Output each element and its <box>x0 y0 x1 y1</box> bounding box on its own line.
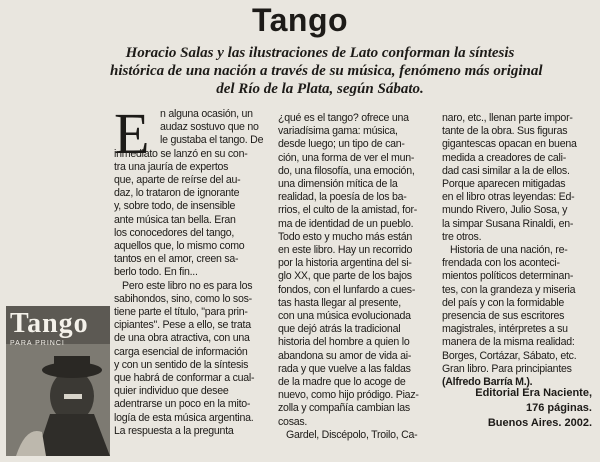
text-line: magistrales, intérpretes a su <box>442 323 568 336</box>
text-line: variadísima gama: música, <box>278 125 398 138</box>
text-line: Porque aparecen mitigadas <box>442 178 566 191</box>
text-line: presencia de sus escritores <box>442 310 565 323</box>
text-line: audaz sostuvo que no <box>160 121 259 134</box>
text-line: daz, lo trataron de ignorante <box>114 187 240 200</box>
text-line: por la historia argentina del si- <box>278 257 412 270</box>
text-line: aquellos que, lo mismo como <box>114 240 245 253</box>
place-year: Buenos Aires. 2002. <box>487 417 592 429</box>
cover-subtitle: PARA PRINCI <box>10 340 65 347</box>
text-line: quier individuo que desee <box>114 385 229 398</box>
deck-line: Horacio Salas y las ilustraciones de Lato conforman la síntesis <box>125 45 515 61</box>
text-line: do, una filosofía, una emoción, <box>278 164 415 177</box>
text-line: ma de identidad de un pueblo. <box>278 217 414 230</box>
text-line: inmediato se lanzó en su con- <box>114 147 248 160</box>
text-line: tiene parte el título, "para prin- <box>114 306 248 319</box>
text-column-2 <box>278 112 443 442</box>
text-line: le gustaba el tango. De <box>160 134 264 147</box>
text-line: del país y con la formidable <box>442 296 564 309</box>
text-line: de la madre que lo acoge de <box>278 376 406 389</box>
text-line: logía de esta música argentina. <box>114 411 254 424</box>
text-line: los conocedores del tango, <box>114 226 235 239</box>
text-line: manera de la misma realidad: <box>442 336 575 349</box>
text-line: en el libro otras leyendas: Ed- <box>442 191 575 204</box>
text-line: cipiantes". Pese a ello, se trata <box>114 319 251 332</box>
text-line: tantos en el amor, creen sa- <box>114 253 239 266</box>
text-line: rrios, el culto de la amistad, for- <box>278 204 418 217</box>
text-line: Gardel, Discépolo, Troilo, Ca- <box>286 428 418 441</box>
text-line: que, aparte de reírse del au- <box>114 174 241 187</box>
text-line: gigantescas opacan en buena <box>442 138 577 151</box>
text-line: frendada con los aconteci- <box>442 257 560 270</box>
text-line: abandona su amor de vida ai- <box>278 349 412 362</box>
text-line: tre otros. <box>442 230 482 243</box>
text-line: fondos, con el lunfardo a cues- <box>278 283 416 296</box>
text-line: adentrarse un poco en la mito- <box>114 398 251 411</box>
text-line: La respuesta a la pregunta <box>114 424 234 437</box>
text-line: de una obra atractiva, con una <box>114 332 250 345</box>
cover-title: Tango <box>10 308 89 339</box>
text-line: Pero este libro no es para los <box>122 279 253 292</box>
page-count: 176 páginas. <box>525 402 592 414</box>
text-line: n alguna ocasión, un <box>160 108 253 120</box>
text-line: sabihondos, sino, como lo sos- <box>114 292 252 305</box>
text-line: desde luego; un tipo de can- <box>278 138 405 151</box>
text-line: cosas. <box>278 415 308 428</box>
text-line: medida a creadores de cali- <box>442 151 566 164</box>
text-line: ante música tan bella. Eran <box>114 213 236 226</box>
text-line: mientos políticos determinan- <box>442 270 574 283</box>
text-line: Gran libro. Para principiantes <box>442 362 572 375</box>
text-line: Todo esto y mucho más están <box>278 230 412 243</box>
article-title: Tango <box>251 2 349 38</box>
text-line: zolla y compañía cambian las <box>278 402 410 415</box>
text-line: rada y que vuelve a las faldas <box>278 362 411 375</box>
drop-cap: E <box>114 101 150 166</box>
text-line: que dejó atrás la tradicional <box>278 323 401 336</box>
text-line: ¿qué es el tango? ofrece una <box>278 112 409 124</box>
publication-info <box>475 386 592 431</box>
text-line: Borges, Cortázar, Sábato, etc. <box>442 349 577 362</box>
text-line: ción, una forma de ver el mun- <box>278 151 415 164</box>
text-line: realidad, la poesía de los ba- <box>278 191 407 204</box>
text-line: carga esencial de información <box>114 345 248 358</box>
text-line: y, sobre todo, de insensible <box>114 200 236 213</box>
book-cover-image <box>6 306 110 456</box>
text-line: nuevo, como hijo pródigo. Piaz- <box>278 389 419 402</box>
text-line: berlo todo. En fin... <box>114 266 198 279</box>
text-line: tante de la obra. Sus figuras <box>442 125 568 138</box>
text-line: dad casi similar a la de ellos. <box>442 164 570 177</box>
text-line: tes, con la grandeza y miseria <box>442 283 576 296</box>
text-line: que habrá de conformar a cual- <box>114 372 255 385</box>
text-line: y con un sentido de la síntesis <box>114 358 249 371</box>
text-line: en este libro. Hay un recorrido <box>278 244 413 257</box>
text-column-1 <box>114 101 282 438</box>
text-line: tas hasta llegar al presente, <box>278 296 401 309</box>
text-line: Historia de una nación, re- <box>450 244 568 257</box>
text-line: naro, etc., llenan parte impor- <box>442 112 573 124</box>
article-deck <box>110 44 543 98</box>
text-line: la simpar Susana Rinaldi, en- <box>442 217 574 230</box>
text-line: con una música evolucionada <box>278 310 411 323</box>
text-column-3 <box>442 112 600 389</box>
text-line: mundo Rivero, Julio Sosa, y <box>442 204 568 217</box>
text-line: una dimensión mítica de la <box>278 178 398 191</box>
deck-line: del Río de la Plata, según Sábato. <box>216 81 424 97</box>
text-line: glo XX, que parte de los bajos <box>278 270 412 283</box>
deck-line: histórica de una nación a través de su música, fenómeno más original <box>110 63 543 79</box>
article-credit: (Alfredo Barría M.). <box>442 376 533 389</box>
text-line: tra una jauría de expertos <box>114 160 229 173</box>
text-line: historia del hombre a quien lo <box>278 336 410 349</box>
publisher: Editorial Era Naciente, <box>475 387 592 399</box>
